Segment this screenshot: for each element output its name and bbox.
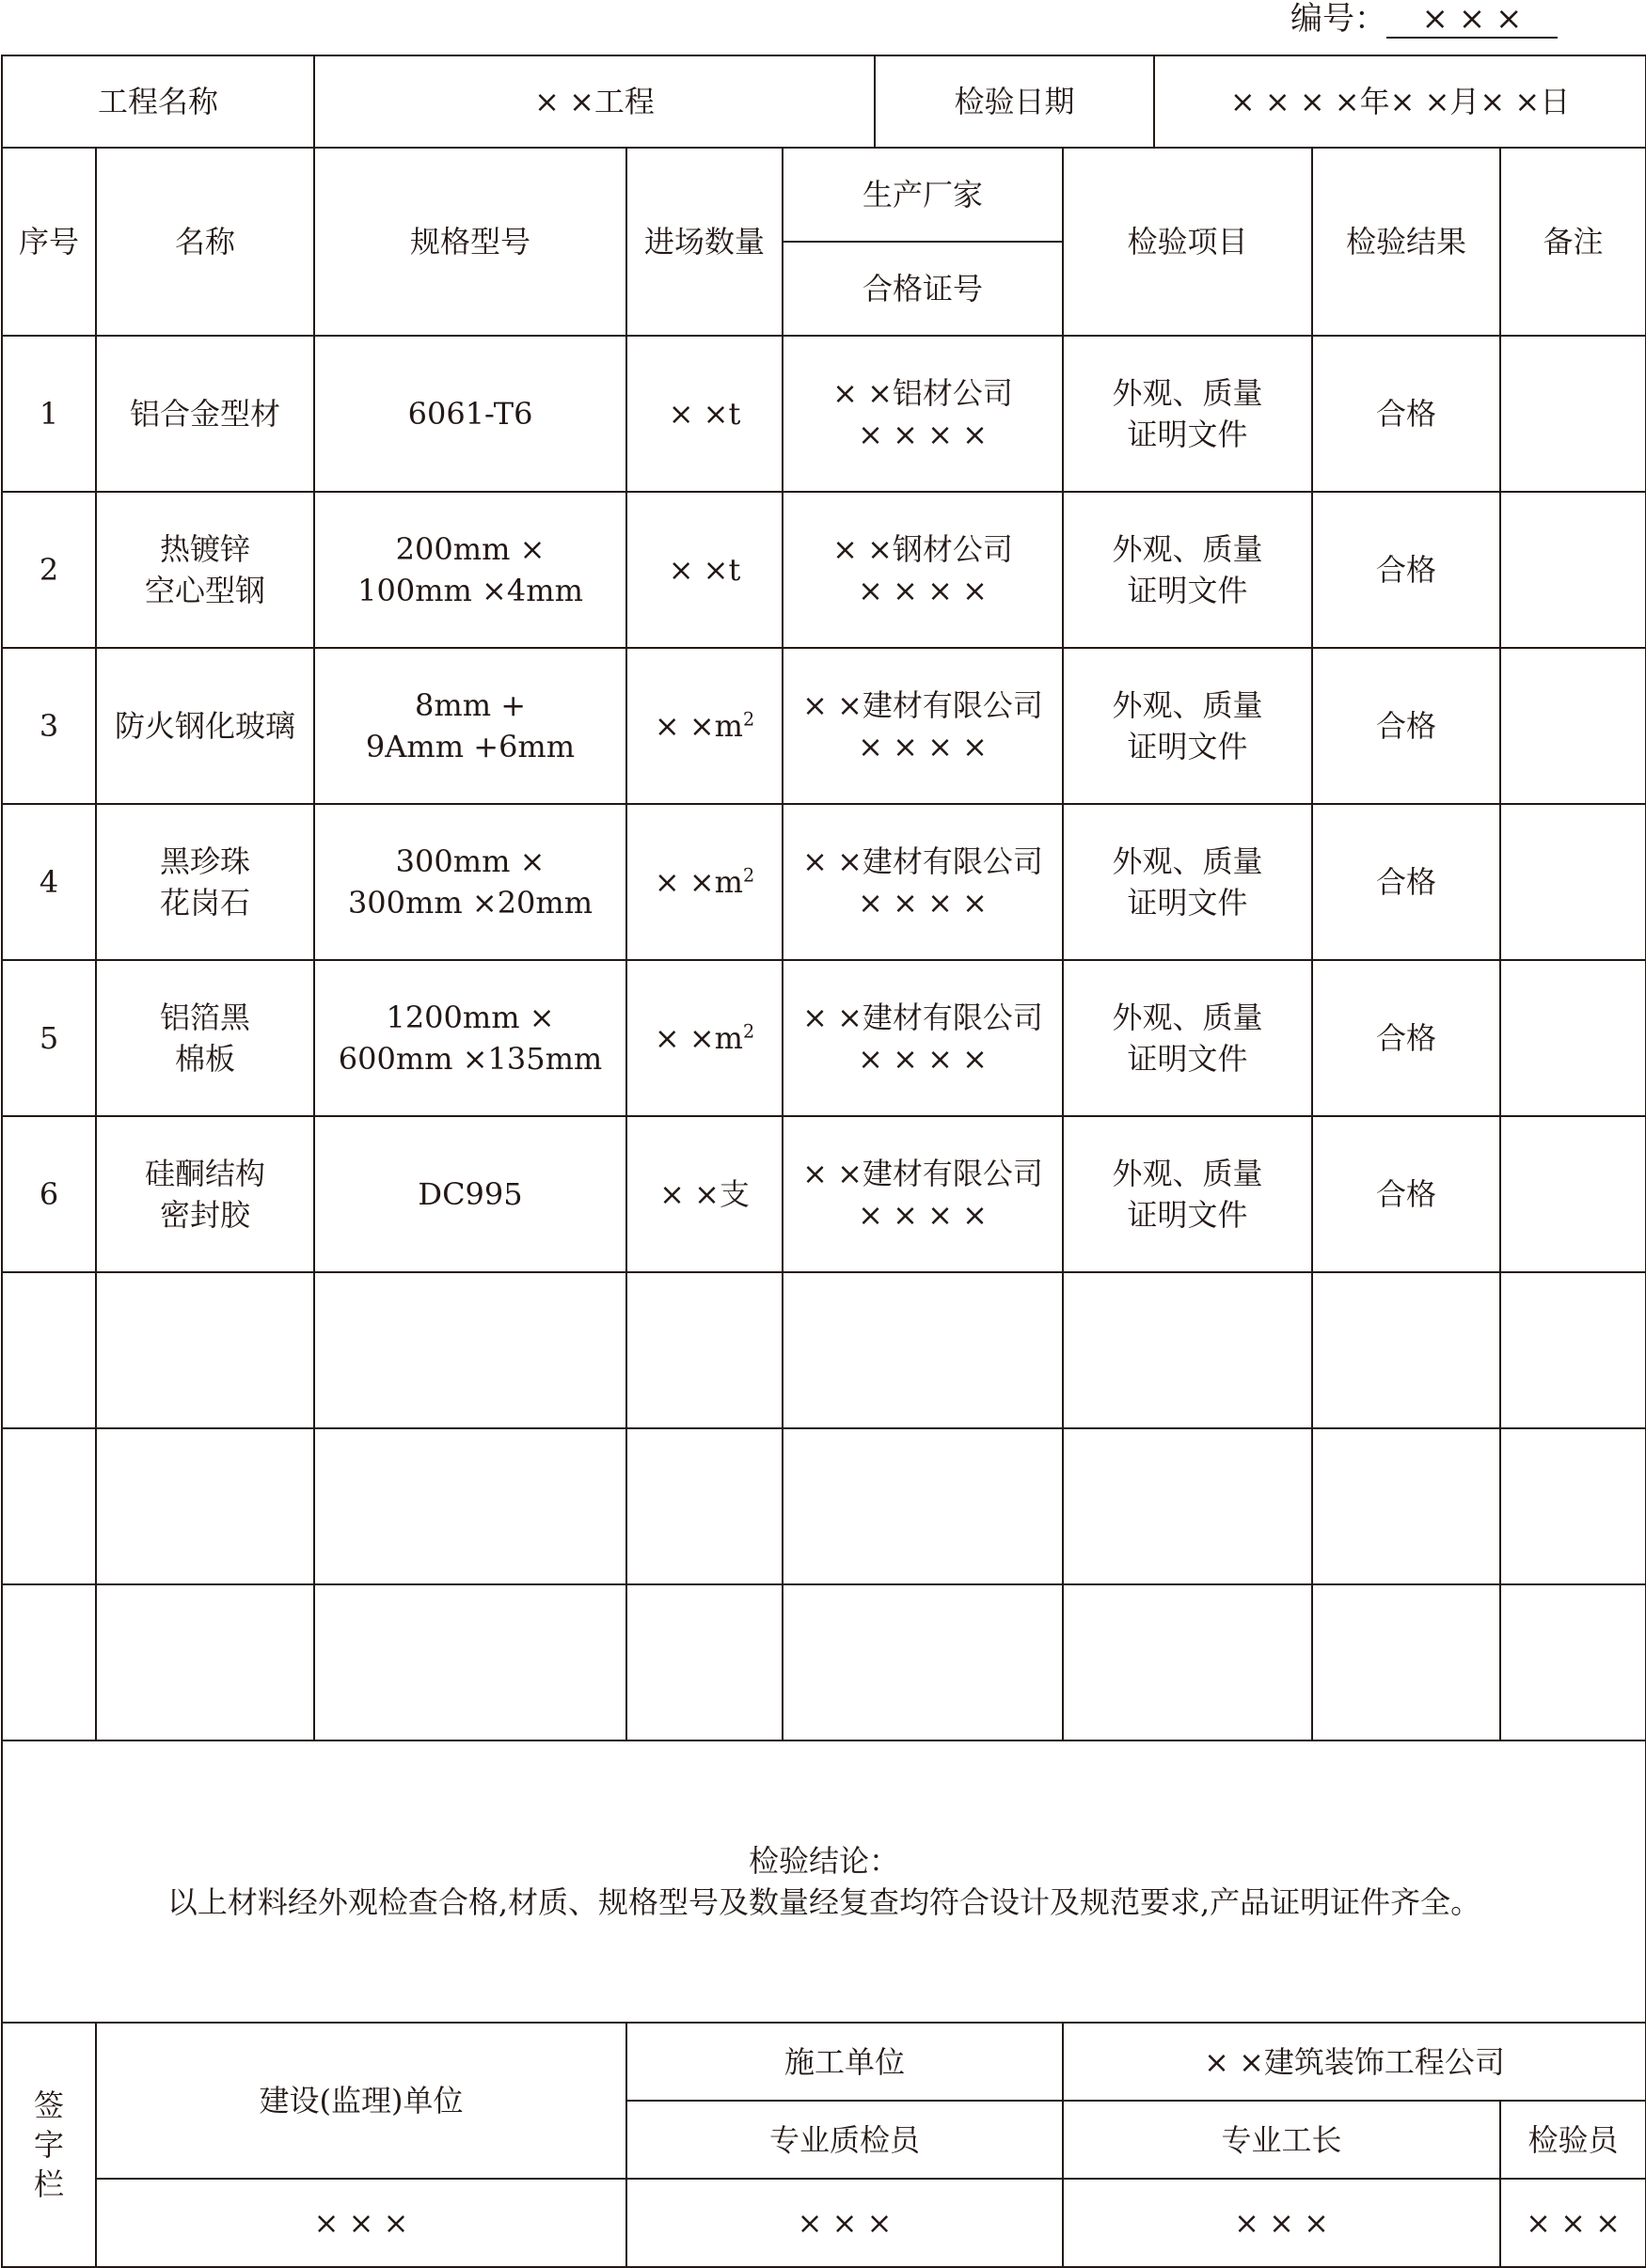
cell-result: 合格: [1312, 336, 1500, 492]
cell-seq: 1: [2, 336, 96, 492]
document-number: [1290, 0, 1558, 38]
cell-seq: 4: [2, 804, 96, 960]
cell-qty-value: × ×支: [659, 1176, 750, 1212]
cell-seq: 6: [2, 1116, 96, 1272]
cell-maker: × ×钢材公司: [832, 531, 1013, 567]
cell-result: 合格: [1312, 1116, 1500, 1272]
table-row: [2, 1116, 1646, 1272]
qc-signature: × × ×: [626, 2179, 1063, 2267]
table-row: [2, 336, 1646, 492]
inspector-signature: × × ×: [1500, 2179, 1646, 2267]
cell-item: 外观、质量 证明文件: [1063, 960, 1312, 1116]
table-row: [2, 492, 1646, 648]
cell-item: 外观、质量 证明文件: [1063, 804, 1312, 960]
cell-maker-cert: [783, 960, 1063, 1116]
cell-qty: [626, 1116, 783, 1272]
signature-row-1: [2, 2023, 1646, 2101]
cell-result: 合格: [1312, 648, 1500, 804]
conclusion-row: [2, 1740, 1646, 2023]
cell-qty-unit-power: 2: [742, 1020, 755, 1043]
cell-name: 黑珍珠 花岗石: [96, 804, 314, 960]
document-number-label: 编号：: [1290, 0, 1386, 38]
project-name-value: × ×工程: [314, 55, 875, 148]
cell-remark: [1500, 1116, 1646, 1272]
cell-seq: 2: [2, 492, 96, 648]
cell-qty-unit-power: 2: [742, 708, 755, 731]
cell-name: 防火钢化玻璃: [96, 648, 314, 804]
cell-spec: 1200mm × 600mm ×135mm: [314, 960, 626, 1116]
cell-qty-unit-power: 2: [742, 864, 755, 887]
cell-qty: [626, 336, 783, 492]
cell-qty: [626, 804, 783, 960]
cell-name: 硅酮结构 密封胶: [96, 1116, 314, 1272]
cell-item: 外观、质量 证明文件: [1063, 648, 1312, 804]
inspection-date-label: 检验日期: [875, 55, 1154, 148]
cell-item: 外观、质量 证明文件: [1063, 336, 1312, 492]
cell-cert: × × × ×: [858, 573, 988, 608]
conclusion-text: 以上材料经外观检查合格,材质、规格型号及数量经复查均符合设计及规范要求,产品证明证件齐全。: [166, 1884, 1481, 1920]
foreman-label: 专业工长: [1063, 2101, 1500, 2179]
conclusion-cell: [2, 1740, 1646, 2023]
cell-maker-cert: [783, 492, 1063, 648]
cell-result: 合格: [1312, 804, 1500, 960]
foreman-signature: × × ×: [1063, 2179, 1500, 2267]
table-row-empty: [2, 1428, 1646, 1584]
table-row: [2, 804, 1646, 960]
cell-qty: [626, 960, 783, 1116]
cell-item: 外观、质量 证明文件: [1063, 492, 1312, 648]
cell-maker-cert: [783, 804, 1063, 960]
header-row: [2, 55, 1646, 148]
col-name-header: 名称: [96, 148, 314, 336]
cell-item: 外观、质量 证明文件: [1063, 1116, 1312, 1272]
cell-seq: 3: [2, 648, 96, 804]
col-remark-header: 备注: [1500, 148, 1646, 336]
cell-maker-cert: [783, 1116, 1063, 1272]
cell-maker: × ×铝材公司: [832, 375, 1013, 411]
table-row-empty: [2, 1272, 1646, 1428]
cell-maker: × ×建材有限公司: [802, 687, 1043, 723]
cell-maker: × ×建材有限公司: [802, 1156, 1043, 1191]
cell-qty-value: × ×m: [654, 1020, 743, 1056]
col-item-header: 检验项目: [1063, 148, 1312, 336]
owner-label: 建设(监理)单位: [96, 2023, 626, 2179]
contractor-label: 施工单位: [626, 2023, 1063, 2101]
cell-name: 铝合金型材: [96, 336, 314, 492]
qc-label: 专业质检员: [626, 2101, 1063, 2179]
signature-row-3: [2, 2179, 1646, 2267]
cell-qty: [626, 492, 783, 648]
cell-seq: 5: [2, 960, 96, 1116]
cell-result: 合格: [1312, 960, 1500, 1116]
cell-spec: 300mm × 300mm ×20mm: [314, 804, 626, 960]
table-row-empty: [2, 1584, 1646, 1740]
contractor-name: × ×建筑装饰工程公司: [1063, 2023, 1646, 2101]
inspection-table: [1, 55, 1646, 2268]
cell-maker: × ×建材有限公司: [802, 843, 1043, 879]
owner-signature: × × ×: [96, 2179, 626, 2267]
col-result-header: 检验结果: [1312, 148, 1500, 336]
cell-qty-value: × ×t: [668, 396, 741, 432]
cell-result: 合格: [1312, 492, 1500, 648]
cell-remark: [1500, 492, 1646, 648]
cell-qty-value: × ×t: [668, 552, 741, 588]
table-row: [2, 648, 1646, 804]
col-seq-header: 序号: [2, 148, 96, 336]
cell-remark: [1500, 960, 1646, 1116]
cell-qty-value: × ×m: [654, 864, 743, 900]
cell-cert: × × × ×: [858, 729, 988, 764]
cell-spec: 6061-T6: [314, 336, 626, 492]
cell-qty: [626, 648, 783, 804]
cell-maker-cert: [783, 648, 1063, 804]
inspection-date-value: × × × ×年× ×月× ×日: [1154, 55, 1646, 148]
cell-remark: [1500, 336, 1646, 492]
inspector-label: 检验员: [1500, 2101, 1646, 2179]
cell-remark: [1500, 648, 1646, 804]
cell-spec: 8mm + 9Amm +6mm: [314, 648, 626, 804]
cell-cert: × × × ×: [858, 417, 988, 452]
table-row: [2, 960, 1646, 1116]
cell-cert: × × × ×: [858, 1197, 988, 1233]
cell-cert: × × × ×: [858, 1041, 988, 1077]
cell-maker-cert: [783, 336, 1063, 492]
cell-name: 铝箔黑 棉板: [96, 960, 314, 1116]
col-cert-header: 合格证号: [783, 242, 1063, 336]
col-qty-header: 进场数量: [626, 148, 783, 336]
conclusion-label: 检验结论：: [749, 1843, 900, 1879]
signature-section-text: 签字栏: [33, 2087, 64, 2202]
col-spec-header: 规格型号: [314, 148, 626, 336]
document-number-value: × × ×: [1386, 1, 1558, 39]
cell-name: 热镀锌 空心型钢: [96, 492, 314, 648]
cell-qty-value: × ×m: [654, 708, 743, 744]
signature-section-label: [2, 2023, 96, 2267]
cell-maker: × ×建材有限公司: [802, 1000, 1043, 1035]
project-name-label: 工程名称: [2, 55, 314, 148]
col-maker-header: 生产厂家: [783, 148, 1063, 242]
cell-spec: 200mm × 100mm ×4mm: [314, 492, 626, 648]
column-header-row: [2, 148, 1646, 242]
cell-remark: [1500, 804, 1646, 960]
cell-spec: DC995: [314, 1116, 626, 1272]
cell-cert: × × × ×: [858, 885, 988, 921]
